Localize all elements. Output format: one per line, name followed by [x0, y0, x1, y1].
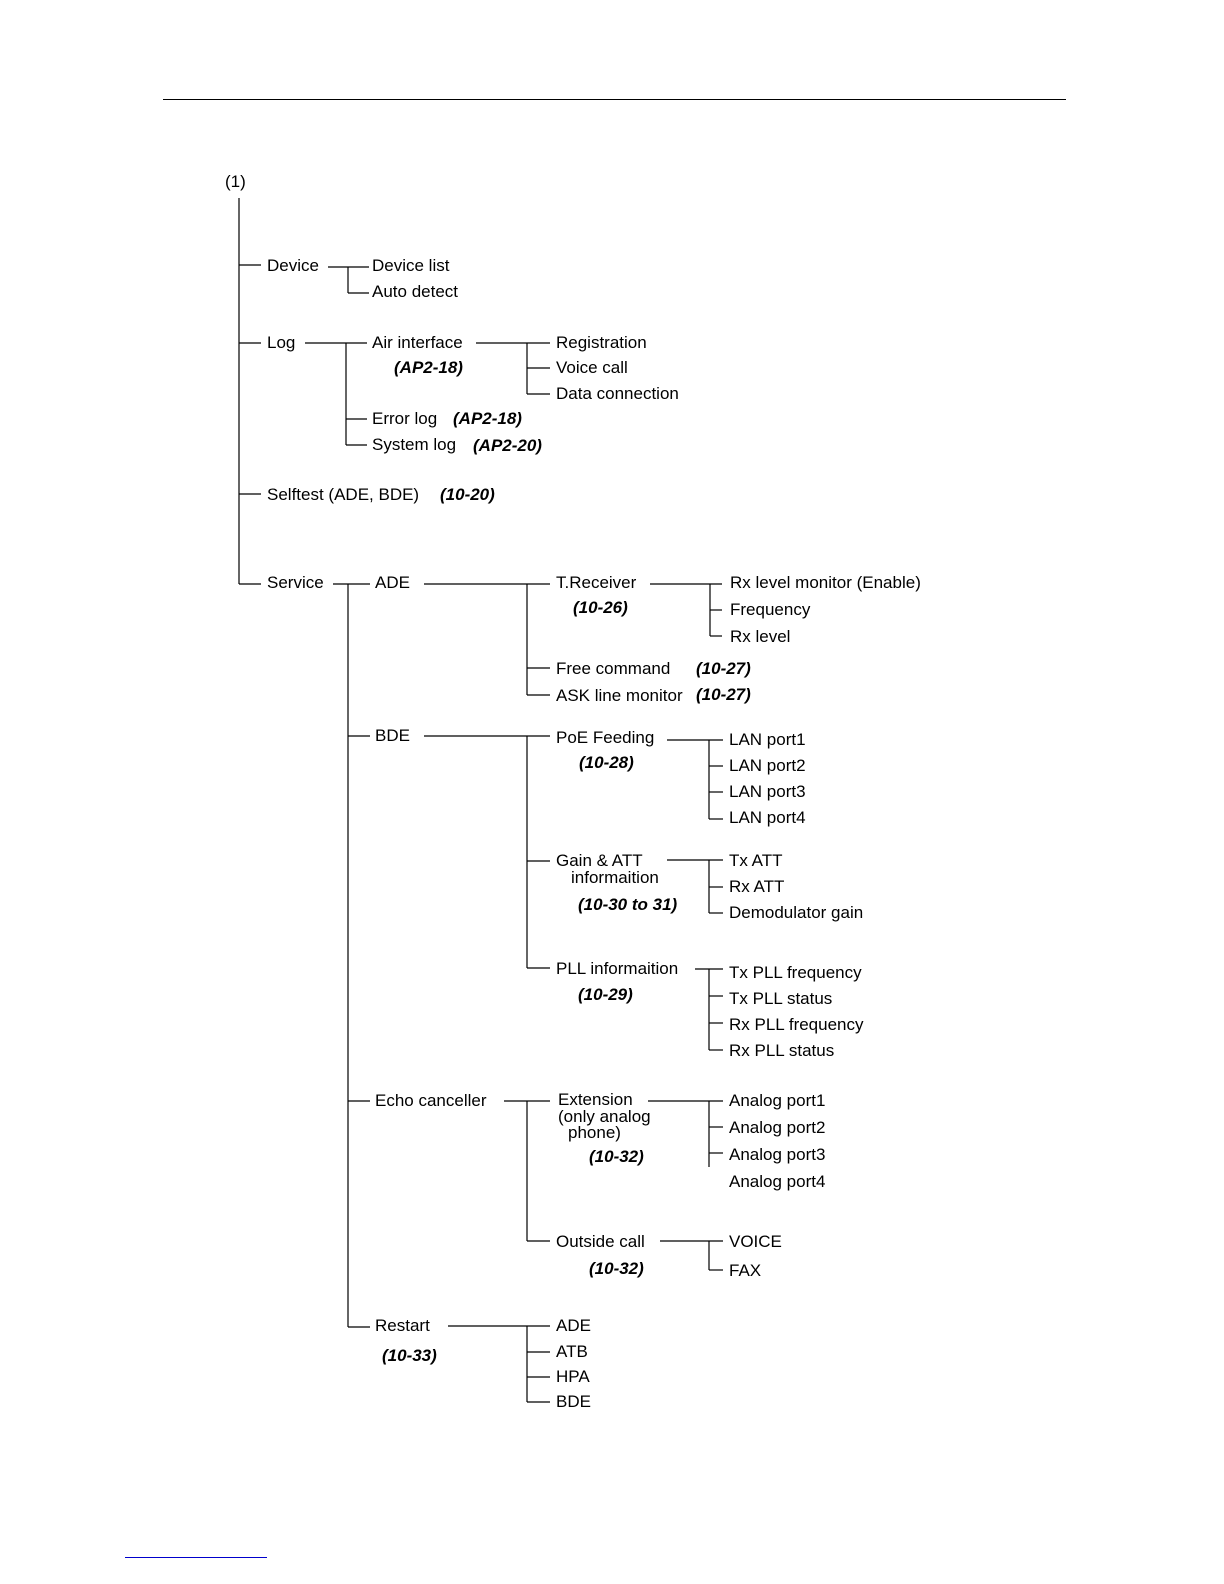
node-restart-ade: ADE	[556, 1316, 591, 1335]
ref-restart: (10-33)	[382, 1346, 437, 1365]
ref-free-command: (10-27)	[696, 659, 751, 678]
node-error-log: Error log	[372, 409, 438, 428]
node-poe-feeding: PoE Feeding	[556, 728, 655, 747]
node-extension-line2: (only analog	[558, 1107, 651, 1126]
ref-ask-line-monitor: (10-27)	[696, 685, 751, 704]
footer-rule	[125, 1557, 267, 1558]
node-bde: BDE	[375, 726, 410, 745]
node-ask-line-monitor: ASK line monitor	[556, 686, 683, 705]
node-echo-canceller: Echo canceller	[375, 1091, 487, 1110]
node-rx-level: Rx level	[730, 627, 791, 646]
node-auto-detect: Auto detect	[372, 282, 459, 301]
node-voice-call: Voice call	[556, 358, 628, 377]
node-analog-port1: Analog port1	[729, 1091, 826, 1110]
ref-poe-feeding: (10-28)	[579, 753, 634, 772]
ref-pll-info: (10-29)	[578, 985, 633, 1004]
node-analog-port2: Analog port2	[729, 1118, 826, 1137]
node-tx-pll-status: Tx PLL status	[729, 989, 833, 1008]
node-rx-pll-frequency: Rx PLL frequency	[729, 1015, 864, 1034]
node-log: Log	[267, 333, 296, 352]
ref-air-interface: (AP2-18)	[394, 358, 463, 377]
node-restart-atb: ATB	[556, 1342, 588, 1361]
node-extension: Extension	[558, 1090, 633, 1109]
figure-marker: (1)	[225, 172, 246, 191]
ref-gain-att: (10-30 to 31)	[578, 895, 678, 914]
node-tx-att: Tx ATT	[729, 851, 783, 870]
ref-t-receiver: (10-26)	[573, 598, 628, 617]
node-lan-port4: LAN port4	[729, 808, 806, 827]
node-demodulator-gain: Demodulator gain	[729, 903, 864, 922]
node-rx-level-monitor: Rx level monitor (Enable)	[730, 573, 921, 592]
node-device: Device	[267, 256, 319, 275]
node-frequency: Frequency	[730, 600, 811, 619]
node-system-log: System log	[372, 435, 457, 454]
node-data-connection: Data connection	[556, 384, 679, 403]
node-lan-port2: LAN port2	[729, 756, 806, 775]
ref-outside-call: (10-32)	[589, 1259, 644, 1278]
node-air-interface: Air interface	[372, 333, 463, 352]
node-tx-pll-frequency: Tx PLL frequency	[729, 963, 862, 982]
node-rx-pll-status: Rx PLL status	[729, 1041, 835, 1060]
node-lan-port3: LAN port3	[729, 782, 806, 801]
node-restart-bde: BDE	[556, 1392, 591, 1411]
ref-error-log: (AP2-18)	[453, 409, 522, 428]
node-t-receiver: T.Receiver	[556, 573, 637, 592]
node-outside-call: Outside call	[556, 1232, 645, 1251]
node-service: Service	[267, 573, 324, 592]
node-rx-att: Rx ATT	[729, 877, 785, 896]
node-fax: FAX	[729, 1261, 762, 1280]
node-free-command: Free command	[556, 659, 671, 678]
node-pll-info: PLL informaition	[556, 959, 679, 978]
ref-extension: (10-32)	[589, 1147, 644, 1166]
node-voice: VOICE	[729, 1232, 782, 1251]
node-gain-att-line2: informaition	[571, 868, 659, 887]
node-analog-port4: Analog port4	[729, 1172, 826, 1191]
ref-system-log: (AP2-20)	[473, 436, 542, 455]
node-restart-hpa: HPA	[556, 1367, 590, 1386]
node-registration: Registration	[556, 333, 647, 352]
node-extension-line3: phone)	[568, 1123, 621, 1142]
node-device-list: Device list	[372, 256, 450, 275]
node-restart: Restart	[375, 1316, 430, 1335]
node-selftest: Selftest (ADE, BDE)	[267, 485, 420, 504]
ref-selftest: (10-20)	[440, 485, 495, 504]
node-ade: ADE	[375, 573, 410, 592]
node-gain-att: Gain & ATT	[556, 851, 643, 870]
node-lan-port1: LAN port1	[729, 730, 806, 749]
node-analog-port3: Analog port3	[729, 1145, 826, 1164]
